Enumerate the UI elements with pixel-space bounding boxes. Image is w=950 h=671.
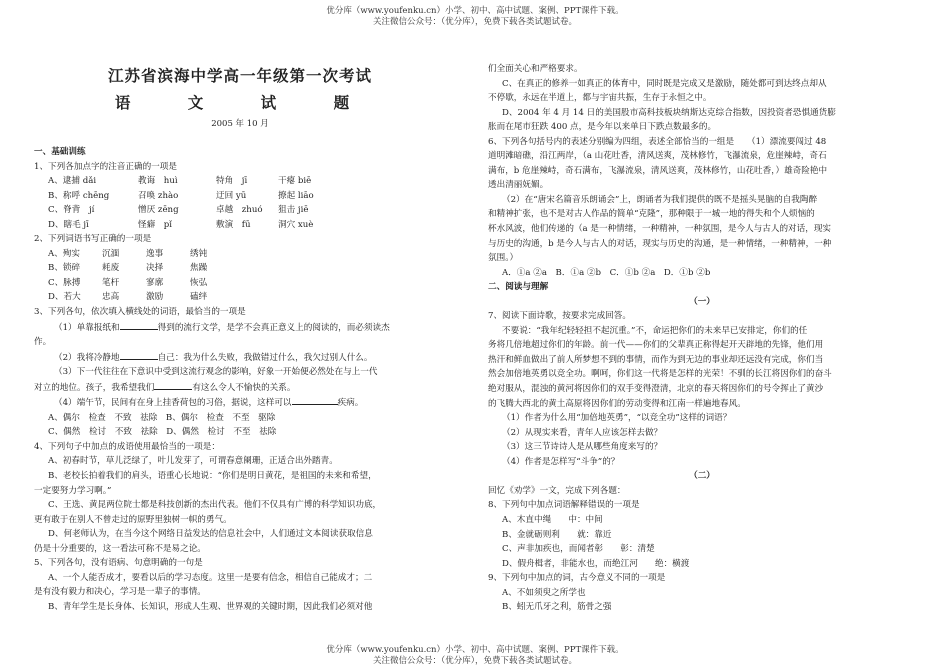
q7-passage-6: 的飞腾大西北的黄土高原将因你们的劳动变得和江南一样遍地春风。 bbox=[488, 398, 746, 409]
q5-option-c: C、在真正的修养一如真正的体育中，同时既是完成又是激励，随处都可到达终点却从 bbox=[502, 78, 827, 89]
q9-stem: 9、下列句中加点的词，古今意义不同的一项是 bbox=[488, 573, 666, 584]
page-header bbox=[0, 6, 950, 28]
q1-option-b: B、称呼 chēng 召唤 zhào 迂回 yū 撩起 liāo bbox=[48, 190, 314, 201]
q4-option-b: B、老校长拍着我们的肩头，语重心长地说：“你们是明日黄花，是祖国的未来和希望， bbox=[48, 471, 377, 482]
section-basic-training: 一、基础训练 bbox=[34, 147, 86, 157]
q7-passage-1: 不要说：“我年纪轻轻担不起沉重。”不，命运把你们的未来早已安排定，你们的任 bbox=[502, 325, 808, 336]
q6-line-3: 满布，b 危崖辣峙，奇石满布，飞瀑流泉，清风送爽，茂林修竹，山花吐香，）雄奇险艳中 bbox=[488, 165, 828, 176]
q7-passage-3: 热汗和鲜血做出了前人所梦想不到的事情，而作为到无边的事业却还远没有完成，你们当 bbox=[488, 354, 824, 365]
q8-option-a: A、木直中绳 中：中间 bbox=[502, 514, 603, 525]
q6-options: A．①a ②a B．①a ②b C．①b ②a D．①b ②b bbox=[502, 267, 711, 278]
q4-option-d: D、何老师认为，在当今这个网络日益发达的信息社会中，人们通过文本阅读获取信息 bbox=[48, 529, 373, 540]
q7-sub-1: （1）作者为什么用“加倍地英勇”，“以竞全功”这样的词语？ bbox=[502, 413, 732, 424]
header-line-2: 关注微信公众号：（优分库），免费下载各类试题试卷。 bbox=[372, 17, 577, 27]
exam-title: 江苏省滨海中学高一年级第一次考试 bbox=[107, 66, 372, 85]
q8-stem: 8、下列句中加点词语解释错误的一项是 bbox=[488, 500, 640, 511]
q7-sub-4: （4）作者是怎样写“斗争”的？ bbox=[502, 456, 620, 467]
q6-line-5: （2）在“唐宋名篇音乐朗诵会”上，朗诵者为我们提供的既不是摇头晃脑的自我陶醉 bbox=[502, 194, 818, 205]
left-column bbox=[34, 62, 446, 615]
answer-blank[interactable] bbox=[120, 320, 158, 330]
q3-sentence-1: （1）单靠报纸和 得到的流行文学，是学不会真正意义上的阅读的，而必须读杰 bbox=[34, 320, 446, 336]
q4-option-a: A、初春时节，草儿泛绿了，叶儿发芽了，可谓春意阑珊，正适合出外踏青。 bbox=[48, 456, 338, 467]
q6-line-7: 杯水风波，他们传递的（a 是一种情绪，一种精神，一种氛围，是今人与古人的对话，现实 bbox=[488, 224, 832, 235]
answer-blank[interactable] bbox=[120, 350, 158, 360]
q3-options-cd: C、偶然 检讨 不致 祛除 D、偶然 检讨 不至 祛除 bbox=[48, 427, 277, 438]
q2-option-a: A、殉实 沉湎 逸事 绣钝 bbox=[48, 248, 208, 259]
q7-passage-4: 然会加倍地英勇以竞全功。啊呵，你们这一代将是怎样的光荣！不驯的长江将因你们的奋斗 bbox=[488, 369, 832, 380]
q1-option-d: D、瞎毛 jī 怪癖 pǐ 敷演 fū 洞穴 xuè bbox=[48, 219, 314, 230]
section-reading: 二、阅读与理解 bbox=[488, 282, 549, 293]
q8-option-d: D、假舟楫者，非能水也，而绝江河 绝：横渡 bbox=[502, 558, 690, 569]
q3-options-ab: A、偶尔 检查 不致 祛除 B、偶尔 检查 不至 驱除 bbox=[48, 412, 276, 423]
q2-option-d: D、若大 忠高 激励 磕绊 bbox=[48, 292, 208, 303]
q3-sentence-3: （3）下一代往往在下意识中受到这流行观念的影响，好象一开始便必然处在与上一代 bbox=[54, 367, 378, 378]
q3-sentence-4: （4）端午节，民间有在身上挂香荷包的习俗，据说，这样可以 疾病。 bbox=[34, 395, 446, 411]
q6-line-2: 道明滩暗礁，沿江两岸，（a 山花吐香，清风送爽，茂林修竹，飞瀑流泉，危崖辣峙，奇石 bbox=[488, 151, 827, 162]
part-2-intro: 回忆《劝学》一文，完成下列各题： bbox=[488, 485, 626, 496]
part-2-heading: （二） bbox=[689, 471, 715, 482]
q1-option-c: C、脊背 jí 憎厌 zēng 卓越 zhuó 狙击 jiē bbox=[48, 205, 309, 216]
q7-stem: 7、阅读下面诗歌，按要求完成回答。 bbox=[488, 311, 631, 322]
q5-option-b-cont: 们全面关心和严格要求。 bbox=[488, 64, 583, 74]
q3-sentence-1-cont: 作。 bbox=[34, 337, 52, 348]
q5-option-a-cont: 是有没有毅力和决心，学习是一辈子的事情。 bbox=[34, 587, 206, 598]
part-1-heading: （一） bbox=[689, 296, 715, 307]
q6-line-4: 透出清丽妩媚。 bbox=[488, 180, 549, 191]
q5-option-c-cont: 不停歇，永远在半道上，都与宇宙共振，生存于永恒之中。 bbox=[488, 93, 712, 104]
q5-option-a: A、一个人能否成才，要看以后的学习态度。这里一是要有信念，相信自己能成才；二 bbox=[48, 572, 373, 583]
exam-date: 2005 年 10 月 bbox=[211, 119, 269, 129]
answer-blank[interactable] bbox=[154, 380, 192, 390]
q5-option-b: B、青年学生是长身体、长知识，形成人生观、世界观的关键时期，因此我们必须对他 bbox=[48, 601, 373, 612]
q1-option-a: A、逮捕 dǎi 教诲 huì 特角 jī 干瘪 biē bbox=[48, 176, 312, 187]
q6-line-8: 与历史的沟通，b 是今人与古人的对话，现实与历史的沟通，是一种情绪，一种精神，一种 bbox=[488, 238, 832, 249]
q5-option-d-cont: 胀而在尾市狂跌 400 点，是今年以来单日下跌点数最多的。 bbox=[488, 122, 717, 133]
q6-line-6: 和精神扩张，也不是对古人作品的简单“克隆”，那种限于一城一地的得失和个人烦恼的 bbox=[488, 209, 815, 220]
footer-line-1: 优分库（www.youfenku.cn）小学、初中、高中试题、案例、PPT课件下载。 bbox=[326, 645, 624, 655]
q7-sub-2: （2）从现实来看，青年人应该怎样去做？ bbox=[502, 427, 663, 438]
q3-sentence-2: （2）我将冷静地 自己：我为什么失败，我做错过什么，我欠过别人什么。 bbox=[34, 350, 446, 366]
q4-stem: 4、下列句子中加点的成语使用最恰当的一项是： bbox=[34, 441, 220, 452]
q4-option-b-cont: 一定要努力学习啊。” bbox=[34, 485, 112, 496]
answer-blank[interactable] bbox=[292, 395, 338, 405]
q2-option-b: B、锁碎 耗废 决择 焦躁 bbox=[48, 263, 208, 274]
footer-line-2: 关注微信公众号：（优分库），免费下载各类试题试卷。 bbox=[372, 656, 577, 666]
q7-passage-2: 务将几倍地超过你们的年龄。前一代——你们的父辈真正称得起开天辟地的先锋，他们用 bbox=[488, 340, 824, 351]
q9-option-a: A、不如须臾之所学也 bbox=[502, 587, 586, 598]
page-footer bbox=[0, 645, 950, 667]
right-column bbox=[488, 62, 916, 615]
q8-option-b: B、金就砺则利 就：靠近 bbox=[502, 529, 612, 540]
q5-stem: 5、下列各句，没有语病、句意明确的一句是 bbox=[34, 558, 203, 569]
q4-option-c-cont: 更有敢于在别人不曾走过的原野里独树一帜的勇气。 bbox=[34, 514, 232, 525]
q8-option-c: C、声非加疾也，而闻者彰 彰：清楚 bbox=[502, 544, 655, 555]
q2-stem: 2、下列词语书写正确的一项是 bbox=[34, 234, 152, 245]
q7-passage-5: 绝对服从，混浊的黄河将因你们的双手变得澄清，北京的春天将因你们的号令挥止了黄沙 bbox=[488, 384, 824, 395]
q6-line-1: 6、下列各句括号内的表述分别编为四组，表述全部恰当的一组是 （1）漂流要闯过 48 bbox=[488, 136, 827, 147]
q6-line-9: 氛围。） bbox=[488, 253, 519, 264]
header-line-1: 优分库（www.youfenku.cn）小学、初中、高中试题、案例、PPT课件下载。 bbox=[326, 6, 624, 16]
q7-sub-3: （3）这三节诗诗人是从哪些角度来写的？ bbox=[502, 442, 663, 453]
q1-stem: 1、下列各加点字的注音正确的一项是 bbox=[34, 161, 177, 172]
q9-option-b: B、蚓无爪牙之利，筋骨之强 bbox=[502, 602, 612, 613]
q4-option-c: C、王选、黄昆两位院士都是科技创新的杰出代表。他们不仅具有广博的科学知识功底， bbox=[48, 500, 382, 511]
q3-stem: 3、下列各句，依次填入横线处的词语，最恰当的一项是 bbox=[34, 307, 246, 318]
q5-option-d: D、2004 年 4 月 14 日的美国股市高科技板块纳斯达克综合指数，因投资者恐惧通货膨 bbox=[502, 107, 836, 118]
q2-option-c: C、脉搏 笔杆 寥廓 恢弘 bbox=[48, 277, 208, 288]
subject-title: 语 文 试 题 bbox=[114, 93, 366, 112]
q4-option-d-cont: 仍是十分重要的，这一看法可称不是易之论。 bbox=[34, 543, 206, 554]
q3-sentence-3-cont: 对立的地位。孩子，我希望我们 有这么令人不愉快的关系。 bbox=[34, 380, 446, 396]
